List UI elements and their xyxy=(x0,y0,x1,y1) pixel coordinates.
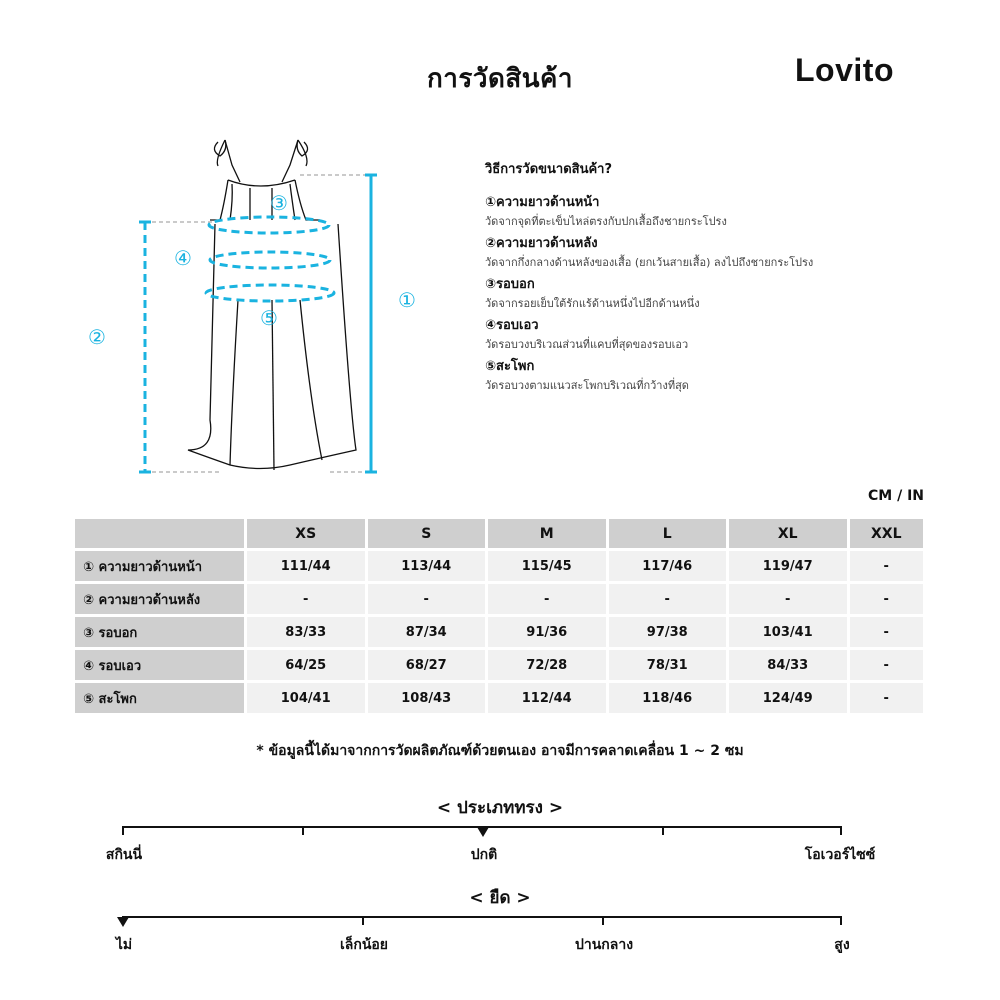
table-cell: - xyxy=(247,584,365,614)
table-cell: 115/45 xyxy=(488,551,606,581)
guide-item xyxy=(485,234,935,271)
table-header-row xyxy=(75,519,923,548)
guide-item-title: ⑤สะโพก xyxy=(485,359,535,374)
measurement-note: * ข้อมูลนี้ได้มาจากการวัดผลิตภัณฑ์ด้วยตนเอง อาจมีการคลาดเคลื่อน 1 ~ 2 ซม xyxy=(256,743,744,759)
guide-item xyxy=(485,316,935,353)
mark-waist: ④ xyxy=(174,246,192,270)
dress-outline xyxy=(188,140,356,470)
scale-tick xyxy=(362,916,364,925)
row-label: ⑤ สะโพก xyxy=(75,683,244,713)
table-cell: - xyxy=(368,584,486,614)
size-table xyxy=(72,516,926,716)
table-cell: 111/44 xyxy=(247,551,365,581)
stretch-scale-line xyxy=(122,916,842,918)
guide-item-title: ③รอบอก xyxy=(485,277,535,292)
mark-front-length: ① xyxy=(398,288,416,312)
table-cell: 119/47 xyxy=(729,551,847,581)
table-cell: 97/38 xyxy=(609,617,727,647)
stretch-label-high: สูง xyxy=(834,937,850,953)
stretch-scale-title: < ยืด > xyxy=(469,888,531,908)
mark-back-length: ② xyxy=(88,325,106,349)
row-label: ② ความยาวด้านหลัง xyxy=(75,584,244,614)
garment-illustration xyxy=(60,120,460,490)
fit-selected-marker xyxy=(477,827,489,837)
table-cell: - xyxy=(850,584,924,614)
table-cell: - xyxy=(729,584,847,614)
scale-tick xyxy=(840,826,842,835)
table-cell: - xyxy=(850,617,924,647)
table-cell: 64/25 xyxy=(247,650,365,680)
fit-label-regular: ปกติ xyxy=(470,847,498,863)
table-cell: 112/44 xyxy=(488,683,606,713)
table-cell: - xyxy=(850,551,924,581)
guide-item-desc: วัดจากจุดที่ตะเข็บไหล่ตรงกับปกเสื้อถึงชายกระโปรง xyxy=(485,215,727,228)
scale-tick xyxy=(662,826,664,835)
dress-diagram xyxy=(60,120,460,490)
guide-item xyxy=(485,193,935,230)
scale-tick xyxy=(122,826,124,835)
table-row xyxy=(75,650,923,680)
unit-label: CM / IN xyxy=(868,488,924,504)
table-cell: - xyxy=(488,584,606,614)
table-cell: 68/27 xyxy=(368,650,486,680)
table-cell: 83/33 xyxy=(247,617,365,647)
table-row xyxy=(75,551,923,581)
table-cell: 124/49 xyxy=(729,683,847,713)
guide-item-title: ④รอบเอว xyxy=(485,318,539,333)
table-cell: - xyxy=(850,683,924,713)
stretch-selected-marker xyxy=(117,917,129,927)
table-corner xyxy=(75,519,244,548)
table-row xyxy=(75,584,923,614)
stretch-label-medium: ปานกลาง xyxy=(574,937,634,953)
fit-label-oversize: โอเวอร์ไซซ์ xyxy=(804,847,876,863)
guide-item-desc: วัดจากกึ่งกลางด้านหลังของเสื้อ (ยกเว้นสายเสื้อ) ลงไปถึงชายกระโปรง xyxy=(485,256,814,269)
hip-measure-line xyxy=(206,285,334,301)
guide-item-desc: วัดรอบวงตามแนวสะโพกบริเวณที่กว้างที่สุด xyxy=(485,379,689,392)
table-cell: 104/41 xyxy=(247,683,365,713)
scale-tick xyxy=(602,916,604,925)
table-cell: 84/33 xyxy=(729,650,847,680)
guide-item xyxy=(485,275,935,312)
table-row xyxy=(75,617,923,647)
size-header: M xyxy=(488,519,606,548)
mark-hip: ⑤ xyxy=(260,306,278,330)
row-label: ① ความยาวด้านหน้า xyxy=(75,551,244,581)
size-header: XL xyxy=(729,519,847,548)
size-header: XXL xyxy=(850,519,924,548)
size-header: S xyxy=(368,519,486,548)
table-row xyxy=(75,683,923,713)
guide-item xyxy=(485,357,935,394)
mark-bust: ③ xyxy=(270,191,288,215)
guide-heading: วิธีการวัดขนาดสินค้า? xyxy=(485,162,613,177)
fit-label-skinny: สกินนี่ xyxy=(105,847,143,863)
table-cell: 113/44 xyxy=(368,551,486,581)
bust-measure-line xyxy=(209,217,329,233)
guide-item-title: ②ความยาวด้านหลัง xyxy=(485,236,598,251)
size-header: L xyxy=(609,519,727,548)
measurement-guide xyxy=(485,158,935,398)
guide-item-desc: วัดรอบวงบริเวณส่วนที่แคบที่สุดของรอบเอว xyxy=(485,338,689,351)
waist-measure-line xyxy=(210,252,330,268)
table-cell: 91/36 xyxy=(488,617,606,647)
table-cell: - xyxy=(850,650,924,680)
table-cell: - xyxy=(609,584,727,614)
table-cell: 87/34 xyxy=(368,617,486,647)
table-cell: 118/46 xyxy=(609,683,727,713)
scale-tick xyxy=(840,916,842,925)
size-header: XS xyxy=(247,519,365,548)
stretch-label-slight: เล็กน้อย xyxy=(339,937,389,953)
fit-scale-title: < ประเภททรง > xyxy=(436,798,564,818)
row-label: ③ รอบอก xyxy=(75,617,244,647)
stretch-label-none: ไม่ xyxy=(115,937,133,953)
table-cell: 103/41 xyxy=(729,617,847,647)
page-title: การวัดสินค้า xyxy=(427,64,573,94)
row-label: ④ รอบเอว xyxy=(75,650,244,680)
table-cell: 108/43 xyxy=(368,683,486,713)
guide-item-desc: วัดจากรอยเย็บใต้รักแร้ด้านหนึ่งไปอีกด้านหนึ่ง xyxy=(485,297,700,310)
table-cell: 117/46 xyxy=(609,551,727,581)
guide-item-title: ①ความยาวด้านหน้า xyxy=(485,195,600,210)
table-cell: 78/31 xyxy=(609,650,727,680)
scale-tick xyxy=(302,826,304,835)
table-cell: 72/28 xyxy=(488,650,606,680)
brand-logo: Lovito xyxy=(795,52,894,88)
